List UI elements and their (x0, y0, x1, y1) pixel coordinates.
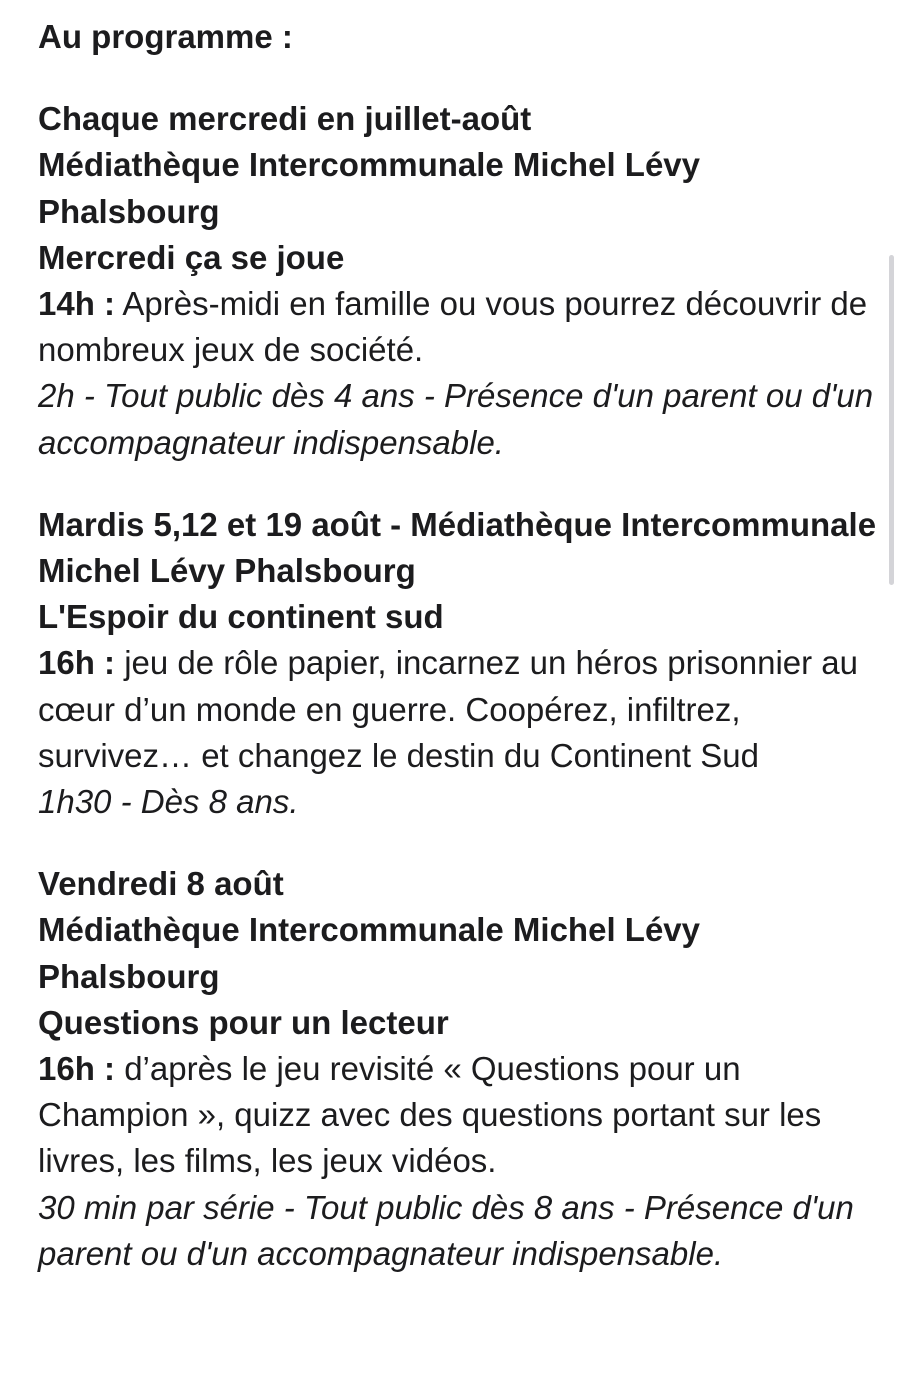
event-wednesday (38, 96, 878, 466)
event-date: Vendredi 8 août (38, 865, 284, 903)
post-content (38, 14, 878, 1313)
event-description-text: jeu de rôle papier, incarnez un héros prisonnier au cœur d’un monde en guerre. Coopérez, infiltrez, survivez… et changez le destin du Continent Sud (38, 644, 858, 774)
event-description (38, 281, 878, 373)
event-description (38, 640, 878, 779)
event-info: 2h - Tout public dès 4 ans - Présence d'un parent ou d'un accompagnateur indispensable. (38, 377, 874, 461)
event-title: Mercredi ça se joue (38, 238, 345, 276)
event-friday (38, 861, 878, 1277)
event-venue: Médiathèque Intercommunale Michel Lévy Phalsbourg (38, 146, 700, 230)
event-tuesdays (38, 502, 878, 825)
event-title: Questions pour un lecteur (38, 1003, 449, 1041)
event-description (38, 1046, 878, 1185)
event-info: 1h30 - Dès 8 ans. (38, 783, 299, 821)
event-time: 14h : (38, 285, 116, 323)
program-heading: Au programme : (38, 18, 293, 55)
event-date: Chaque mercredi en juillet-août (38, 100, 532, 138)
event-description-text: Après-midi en famille ou vous pourrez découvrir de nombreux jeux de société. (38, 285, 868, 369)
event-venue: Médiathèque Intercommunale Michel Lévy Phalsbourg (38, 911, 700, 995)
event-date-venue: Mardis 5,12 et 19 août - Médiathèque Intercommunale Michel Lévy Phalsbourg (38, 505, 877, 590)
scrollbar[interactable] (889, 255, 894, 585)
event-description-text: d’après le jeu revisité « Questions pour un Champion », quizz avec des questions portant sur les livres, les films, les jeux vidéos. (38, 1050, 822, 1180)
event-time: 16h : (38, 644, 116, 682)
event-time: 16h : (38, 1050, 116, 1088)
event-info: 30 min par série - Tout public dès 8 ans - Présence d'un parent ou d'un accompagnateur indispensable. (38, 1188, 854, 1272)
event-title: L'Espoir du continent sud (38, 598, 444, 636)
